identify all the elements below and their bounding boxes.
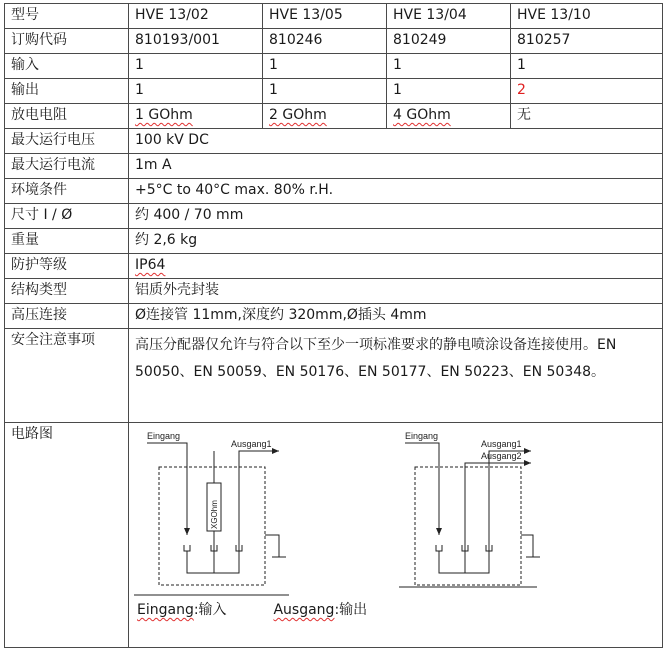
table-row-input: [5, 54, 663, 79]
row-label: 输入: [5, 54, 129, 79]
model-cell: HVE 13/04: [387, 4, 511, 29]
row-label: 高压连接: [5, 304, 129, 329]
table-row-construction: [5, 279, 663, 304]
table-cell: Ø连接管 11mm,深度约 320mm,Ø插头 4mm: [129, 304, 663, 329]
circuit-right: [399, 443, 540, 587]
table-cell: 约 2,6 kg: [129, 229, 663, 254]
circuit-diagram-cell: [129, 423, 663, 648]
table-cell: 约 400 / 70 mm: [129, 204, 663, 229]
cell-text: 1 GOhm: [135, 107, 193, 123]
table-cell: 1: [129, 79, 263, 104]
table-cell: 无: [511, 104, 663, 129]
table-cell: 100 kV DC: [129, 129, 663, 154]
row-label: 输出: [5, 79, 129, 104]
label-output1: Ausgang1: [481, 439, 522, 449]
table-row-output: [5, 79, 663, 104]
table-cell: 810246: [263, 29, 387, 54]
output1-line: [439, 451, 531, 573]
table-row-hv-connection: [5, 304, 663, 329]
table-cell: 810257: [511, 29, 663, 54]
row-label: 尺寸 I / Ø: [5, 204, 129, 229]
table-cell: [129, 104, 263, 129]
legend-input-meaning: :输入: [193, 602, 227, 618]
table-row-circuit: [5, 423, 663, 648]
spec-table: [4, 3, 663, 648]
cell-text: 2 GOhm: [269, 107, 327, 123]
table-row-environment: [5, 179, 663, 204]
table-row-weight: [5, 229, 663, 254]
ground-line: [521, 535, 533, 557]
table-cell: [387, 104, 511, 129]
circuit-legend: [137, 599, 367, 621]
table-cell: 1: [263, 79, 387, 104]
table-cell: 1: [511, 54, 663, 79]
terminal: [184, 545, 190, 551]
legend-input-term: Eingang: [137, 602, 194, 618]
row-label: 最大运行电压: [5, 129, 129, 154]
row-label: 安全注意事项: [5, 329, 129, 423]
row-label: 结构类型: [5, 279, 129, 304]
table-row-order-code: [5, 29, 663, 54]
circuit-diagrams: [129, 423, 659, 599]
table-cell: 810249: [387, 29, 511, 54]
ground-line: [265, 535, 279, 557]
legend-output-term: Ausgang: [273, 602, 335, 618]
table-cell: 1: [387, 54, 511, 79]
label-resistor: XGOhm: [210, 500, 219, 529]
housing-outline: [415, 467, 521, 585]
table-cell: [129, 254, 663, 279]
cell-text: 4 GOhm: [393, 107, 451, 123]
table-row-dimensions: [5, 204, 663, 229]
model-cell: HVE 13/10: [511, 4, 663, 29]
row-label: 重量: [5, 229, 129, 254]
row-label: 最大运行电流: [5, 154, 129, 179]
legend-output-meaning: :输出: [334, 602, 368, 618]
safety-text: 高压分配器仅允许与符合以下至少一项标准要求的静电喷涂设备连接使用。EN 50050、EN 50059、EN 50176、EN 50177、EN 50223、EN 50348。: [129, 329, 663, 423]
cell-text: IP64: [135, 257, 166, 273]
table-cell: 1m A: [129, 154, 663, 179]
row-label: 防护等级: [5, 254, 129, 279]
table-cell: 铝质外壳封装: [129, 279, 663, 304]
table-row-protection: [5, 254, 663, 279]
row-label: 放电电阻: [5, 104, 129, 129]
model-cell: HVE 13/05: [263, 4, 387, 29]
label-input: Eingang: [147, 431, 181, 441]
terminal: [436, 545, 442, 551]
row-label: 订购代码: [5, 29, 129, 54]
table-cell: 1: [129, 54, 263, 79]
row-label: 型号: [5, 4, 129, 29]
table-row-max-current: [5, 154, 663, 179]
label-output1: Ausgang1: [231, 439, 272, 449]
table-cell: +5°C to 40°C max. 80% r.H.: [129, 179, 663, 204]
table-cell-highlight: 2: [511, 79, 663, 104]
input-line: [405, 443, 439, 535]
table-cell: 1: [387, 79, 511, 104]
table-row-max-voltage: [5, 129, 663, 154]
model-cell: HVE 13/02: [129, 4, 263, 29]
table-row-model: [5, 4, 663, 29]
input-line: [147, 443, 187, 535]
row-label: 电路图: [5, 423, 129, 648]
table-cell: [263, 104, 387, 129]
table-cell: 1: [263, 54, 387, 79]
label-output2: Ausgang2: [481, 451, 522, 461]
label-input: Eingang: [405, 431, 439, 441]
table-row-discharge-resistor: [5, 104, 663, 129]
table-cell: 810193/001: [129, 29, 263, 54]
table-row-safety: [5, 329, 663, 423]
row-label: 环境条件: [5, 179, 129, 204]
